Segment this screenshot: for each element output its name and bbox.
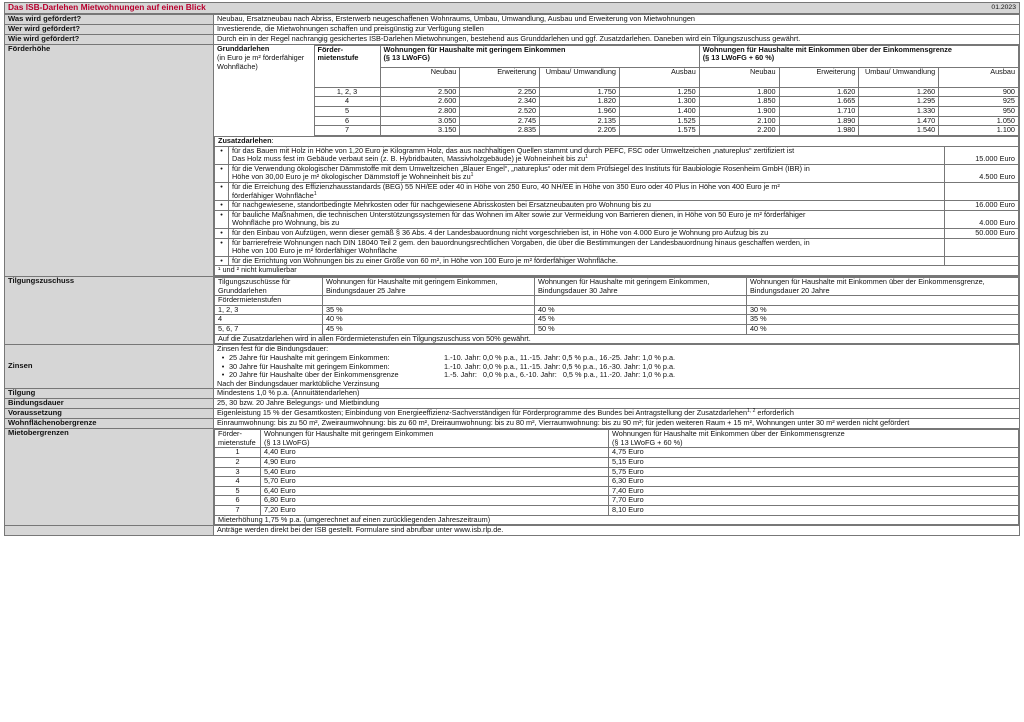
table-row: 1 4,40 Euro 4,75 Euro: [215, 448, 1019, 458]
table-row: 1, 2, 3 2.500 2.250 1.750 1.250 1.800 1.620 1.260 900: [214, 87, 1019, 97]
zusatzdarlehen-heading: Zusatzdarlehen:: [215, 136, 1019, 146]
list-item: • für den Einbau von Aufzügen, wenn dieser gemäß § 36 Abs. 4 der Landesbauordnung nicht vorgeschrieben ist, in Höhe von 4.000 Euro je Wohnung pro Aufzug bis zu 50.000 Euro: [215, 229, 1019, 239]
label-mietobergrenzen: Mietobergrenzen: [5, 429, 214, 526]
mo-head-stufe: Förder-mietenstufe: [215, 430, 261, 448]
table-row: 4 2.600 2.340 1.820 1.300 1.850 1.665 1.295 925: [214, 97, 1019, 107]
col-header: Ausbau: [619, 67, 699, 87]
row-bindungsdauer: [5, 399, 1020, 409]
document-header: [4, 2, 1020, 14]
text-bindungsdauer: 25, 30 bzw. 20 Jahre Belegungs- und Mietbindung: [214, 399, 1020, 409]
table-row: 3 5,40 Euro 5,75 Euro: [215, 467, 1019, 477]
table-row: 4 40 % 45 % 35 %: [215, 315, 1019, 325]
text-wie: Durch ein in der Regel nachrangig gesichertes ISB-Darlehen Mietwohnungen, bestehend aus Grunddarlehen und ggf. Zusatzdarlehen. Daneben wird ein Tilgungszuschuss gewährt.: [214, 34, 1020, 44]
table-row: 6 3.050 2.745 2.135 1.525 2.100 1.890 1.470 1.050: [214, 116, 1019, 126]
tilgungszuschuss-table: [214, 277, 1019, 344]
tz-head-25: Wohnungen für Haushalte mit geringem Einkommen, Bindungsdauer 25 Jahre: [323, 278, 535, 296]
list-item: • für nachgewiesene, standortbedingte Mehrkosten oder für nachgewiesene Abrisskosten bei Ersatzneubauten pro Wohnung bis zu 16.000 Euro: [215, 201, 1019, 211]
row-tilgung: [5, 389, 1020, 399]
label-tilgungszuschuss: Tilgungszuschuss: [5, 277, 214, 345]
document-date: 01.2023: [991, 3, 1016, 11]
list-item: • 25 Jahre für Haushalte mit geringem Einkommen: 1.-10. Jahr: 0,0 % p.a., 11.-15. Jahr: 0,5 % p.a., 16.-25. Jahr: 1,0 % p.a.: [221, 352, 676, 362]
row-voraussetzung: [5, 409, 1020, 419]
table-row: 7 7,20 Euro 8,10 Euro: [215, 506, 1019, 516]
tz-note: Auf die Zusatzdarlehen wird in allen Fördermietenstufen ein Tilgungszuschuss von 50% gewährt.: [215, 334, 1019, 344]
table-row: 2 4,90 Euro 5,15 Euro: [215, 458, 1019, 468]
text-voraussetzung: Eigenleistung 15 % der Gesamtkosten; Einbindung von Energieeffizienz-Sachverständigen für Förderprogramme des Bundes bei Antragstellung der Zusatzdarlehen$^{1, 2}$ erforderlich: [214, 409, 1020, 419]
table-row: 7 3.150 2.835 2.205 1.575 2.200 1.980 1.540 1.100: [214, 126, 1019, 136]
row-wie: [5, 34, 1020, 44]
col-header: Neubau: [699, 67, 779, 87]
mietobergrenzen-table: [214, 429, 1019, 525]
mo-head-ueber: Wohnungen für Haushalte mit Einkommen über der Einkommensgrenze (§ 13 LWoFG + 60 %): [609, 430, 1019, 448]
text-antrag: Anträge werden direkt bei der ISB gestellt. Formulare sind abrufbar unter www.isb.rlp.de.: [214, 526, 1020, 536]
list-item: • für die Verwendung ökologischer Dämmstoffe mit dem Umweltzeichen „Blauer Engel“, „natureplus“ oder mit dem Prüfsiegel des Instituts für Baubiologie Rosenheim GmbH (IBR) in Höhe von 30,00 Euro je m² ökologischer Dämmstoff je Wohneinheit bis $zu^1$ 4.500 Euro: [215, 164, 1019, 182]
table-row: 5, 6, 7 45 % 50 % 40 %: [215, 325, 1019, 335]
text-wer: Investierende, die Mietwohnungen schaffen und preisgünstig zur Verfügung stellen: [214, 24, 1020, 34]
list-item: • 30 Jahre für Haushalte mit geringem Einkommen: 1.-10. Jahr: 0,0 % p.a., 11.-15. Jahr: 0,5 % p.a., 16.-30. Jahr: 1,0 % p.a.: [221, 361, 676, 371]
row-tilgungszuschuss: [5, 277, 1020, 345]
col-header: Erweiterung: [779, 67, 859, 87]
label-wer: Wer wird gefördert?: [5, 24, 214, 34]
foerdermietenstufe-heading: Förder-mietenstufe: [314, 45, 380, 87]
zusatzdarlehen-footnote: ¹ und ² nicht kumulierbar: [215, 266, 1019, 276]
text-was: Neubau, Ersatzneubau nach Abriss, Ersterwerb neugeschaffenen Wohnraums, Umbau, Umwandlung, Ausbau und Erweiterung von Mietwohnungen: [214, 15, 1020, 25]
row-mietobergrenzen: [5, 429, 1020, 526]
grunddarlehen-heading: Grunddarlehen (in Euro je m² förderfähiger Wohnfläche): [214, 45, 314, 135]
col-header: Erweiterung: [460, 67, 540, 87]
col-header: Umbau/ Umwandlung: [540, 67, 620, 87]
label-tilgung: Tilgung: [5, 389, 214, 399]
tz-head-20: Wohnungen für Haushalte mit Einkommen über der Einkommensgrenze, Bindungsdauer 20 Jahre: [747, 278, 1019, 296]
heading-geringes-einkommen: Wohnungen für Haushalte mit geringem Einkommen (§ 13 LWoFG): [380, 45, 699, 67]
label-was: Was wird gefördert?: [5, 15, 214, 25]
zusatzdarlehen-table: [214, 136, 1019, 276]
tz-head-30: Wohnungen für Haushalte mit geringem Einkommen, Bindungsdauer 30 Jahre: [535, 278, 747, 296]
tz-sub-heading: Fördermietenstufen: [215, 296, 323, 306]
grunddarlehen-table: [214, 45, 1019, 136]
table-row: 6 6,80 Euro 7,70 Euro: [215, 496, 1019, 506]
zinsen-content: Zinsen fest für die Bindungsdauer: • 25 Jahre für Haushalte mit geringem Einkommen: 1.-10. Jahr: 0,0 % p.a., 11.-15. Jahr: 0,5 % p.a., 16.-25. Jahr: 1,0 % p.a. • 30 Jahre für Haushalte mit geringem Einkommen: 1.-10. Jahr: 0,0 % p.a., 11.-15. Jahr: 0,5 % p.a., 16.-30. Jahr: 1,0 % p.a. • 20 Jahre für Haushalte über der Einkommensgrenze 1.-5. Jahr: 0,0 % p.a., 6.-10. Jahr: 0,5 % p.a., 11.-20. Jahr: 1,0 % p.a. Nach der Bindungsdauer marktübliche Verzinsung: [214, 345, 1020, 389]
label-voraussetzung: Voraussetzung: [5, 409, 214, 419]
heading-ueber-einkommensgrenze: Wohnungen für Haushalte mit Einkommen über der Einkommensgrenze (§ 13 LWoFG + 60 %): [699, 45, 1018, 67]
list-item: • für barrierefreie Wohnungen nach DIN 18040 Teil 2 gem. den bauordnungsrechtlichen Vorgaben, die über die Bestimmungen der Landesbauordnung hinaus geschaffen werden, in Höhe von 100 Euro je m² förderfähiger Wohnfläche: [215, 238, 1019, 256]
col-header: Ausbau: [939, 67, 1019, 87]
list-item: • für bauliche Maßnahmen, die technischen Unterstützungssystemen für das Wohnen im Alter sowie zur Vermeidung von Barrieren dienen, in Höhe von 50 Euro je m² förderfähiger Wohnfläche pro Wohnung, bis zu 4.000 Euro: [215, 210, 1019, 228]
label-foerderhoehe: Förderhöhe: [5, 44, 214, 276]
col-header: Umbau/ Umwandlung: [859, 67, 939, 87]
table-row: 1, 2, 3 35 % 40 % 30 %: [215, 305, 1019, 315]
label-bindungsdauer: Bindungsdauer: [5, 399, 214, 409]
row-zinsen: [5, 345, 1020, 389]
label-wie: Wie wird gefördert?: [5, 34, 214, 44]
tz-head-grund: Tilgungszuschüsse für Grunddarlehen: [215, 278, 323, 296]
table-row: 5 2.800 2.520 1.960 1.400 1.900 1.710 1.330 950: [214, 107, 1019, 117]
list-item: • für die Errichtung von Wohnungen bis zu einer Größe von 60 m², in Höhe von 100 Euro je m² förderfähiger Wohnfläche.: [215, 256, 1019, 266]
row-wer: [5, 24, 1020, 34]
label-wohnflaeche: Wohnflächenobergrenze: [5, 419, 214, 429]
table-row: 5 6,40 Euro 7,40 Euro: [215, 486, 1019, 496]
row-foerderhoehe: [5, 44, 1020, 276]
col-header: Neubau: [380, 67, 460, 87]
document-title: Das ISB-Darlehen Mietwohnungen auf einen Blick: [8, 2, 206, 13]
page: [4, 2, 1020, 536]
label-zinsen: Zinsen: [5, 345, 214, 389]
row-antrag: [5, 526, 1020, 536]
mo-head-gering: Wohnungen für Haushalte mit geringem Einkommen (§ 13 LWoFG): [261, 430, 609, 448]
overview-table: [4, 14, 1020, 536]
list-item: • für das Bauen mit Holz in Höhe von 1,20 Euro je Kilogramm Holz, das aus nachhaltigen Quellen stammt und durch PEFC, FSC oder Umweltzeichen „natureplus“ zertifiziert ist Das Holz muss fest im Gebäude verbaut sein (z. B. Hybridbauten, Massivholzgebäude) je Wohneinheit bis $zu^1$ 15.000 Euro: [215, 146, 1019, 164]
row-wohnflaeche: [5, 419, 1020, 429]
text-tilgung: Mindestens 1,0 % p.a. (Annuitätendarlehen): [214, 389, 1020, 399]
text-wohnflaeche: Einraumwohnung: bis zu 50 m², Zweiraumwohnung: bis zu 60 m², Dreiraumwohnung: bis zu 80 m², Vierraumwohnung: bis zu 90 m²; für jeden weiteren Raum + 15 m², Wohnungen unter 30 m² werden nicht gefördert: [214, 419, 1020, 429]
mo-note: Mieterhöhung 1,75 % p.a. (umgerechnet auf einen zurückliegenden Jahreszeitraum): [215, 515, 1019, 525]
row-was: [5, 15, 1020, 25]
list-item: • 20 Jahre für Haushalte über der Einkommensgrenze 1.-5. Jahr: 0,0 % p.a., 6.-10. Jahr: 0,5 % p.a., 11.-20. Jahr: 1,0 % p.a.: [221, 370, 676, 380]
list-item: • für die Erreichung des Effizienzhausstandards (BEG) 55 NH/EE oder 40 in Höhe von 250 Euro, 40 NH/EE in Höhe von 350 Euro oder 40 Plus in Höhe von 400 Euro je m² förderfähiger Wohnfläche$^1$: [215, 182, 1019, 200]
table-row: 4 5,70 Euro 6,30 Euro: [215, 477, 1019, 487]
